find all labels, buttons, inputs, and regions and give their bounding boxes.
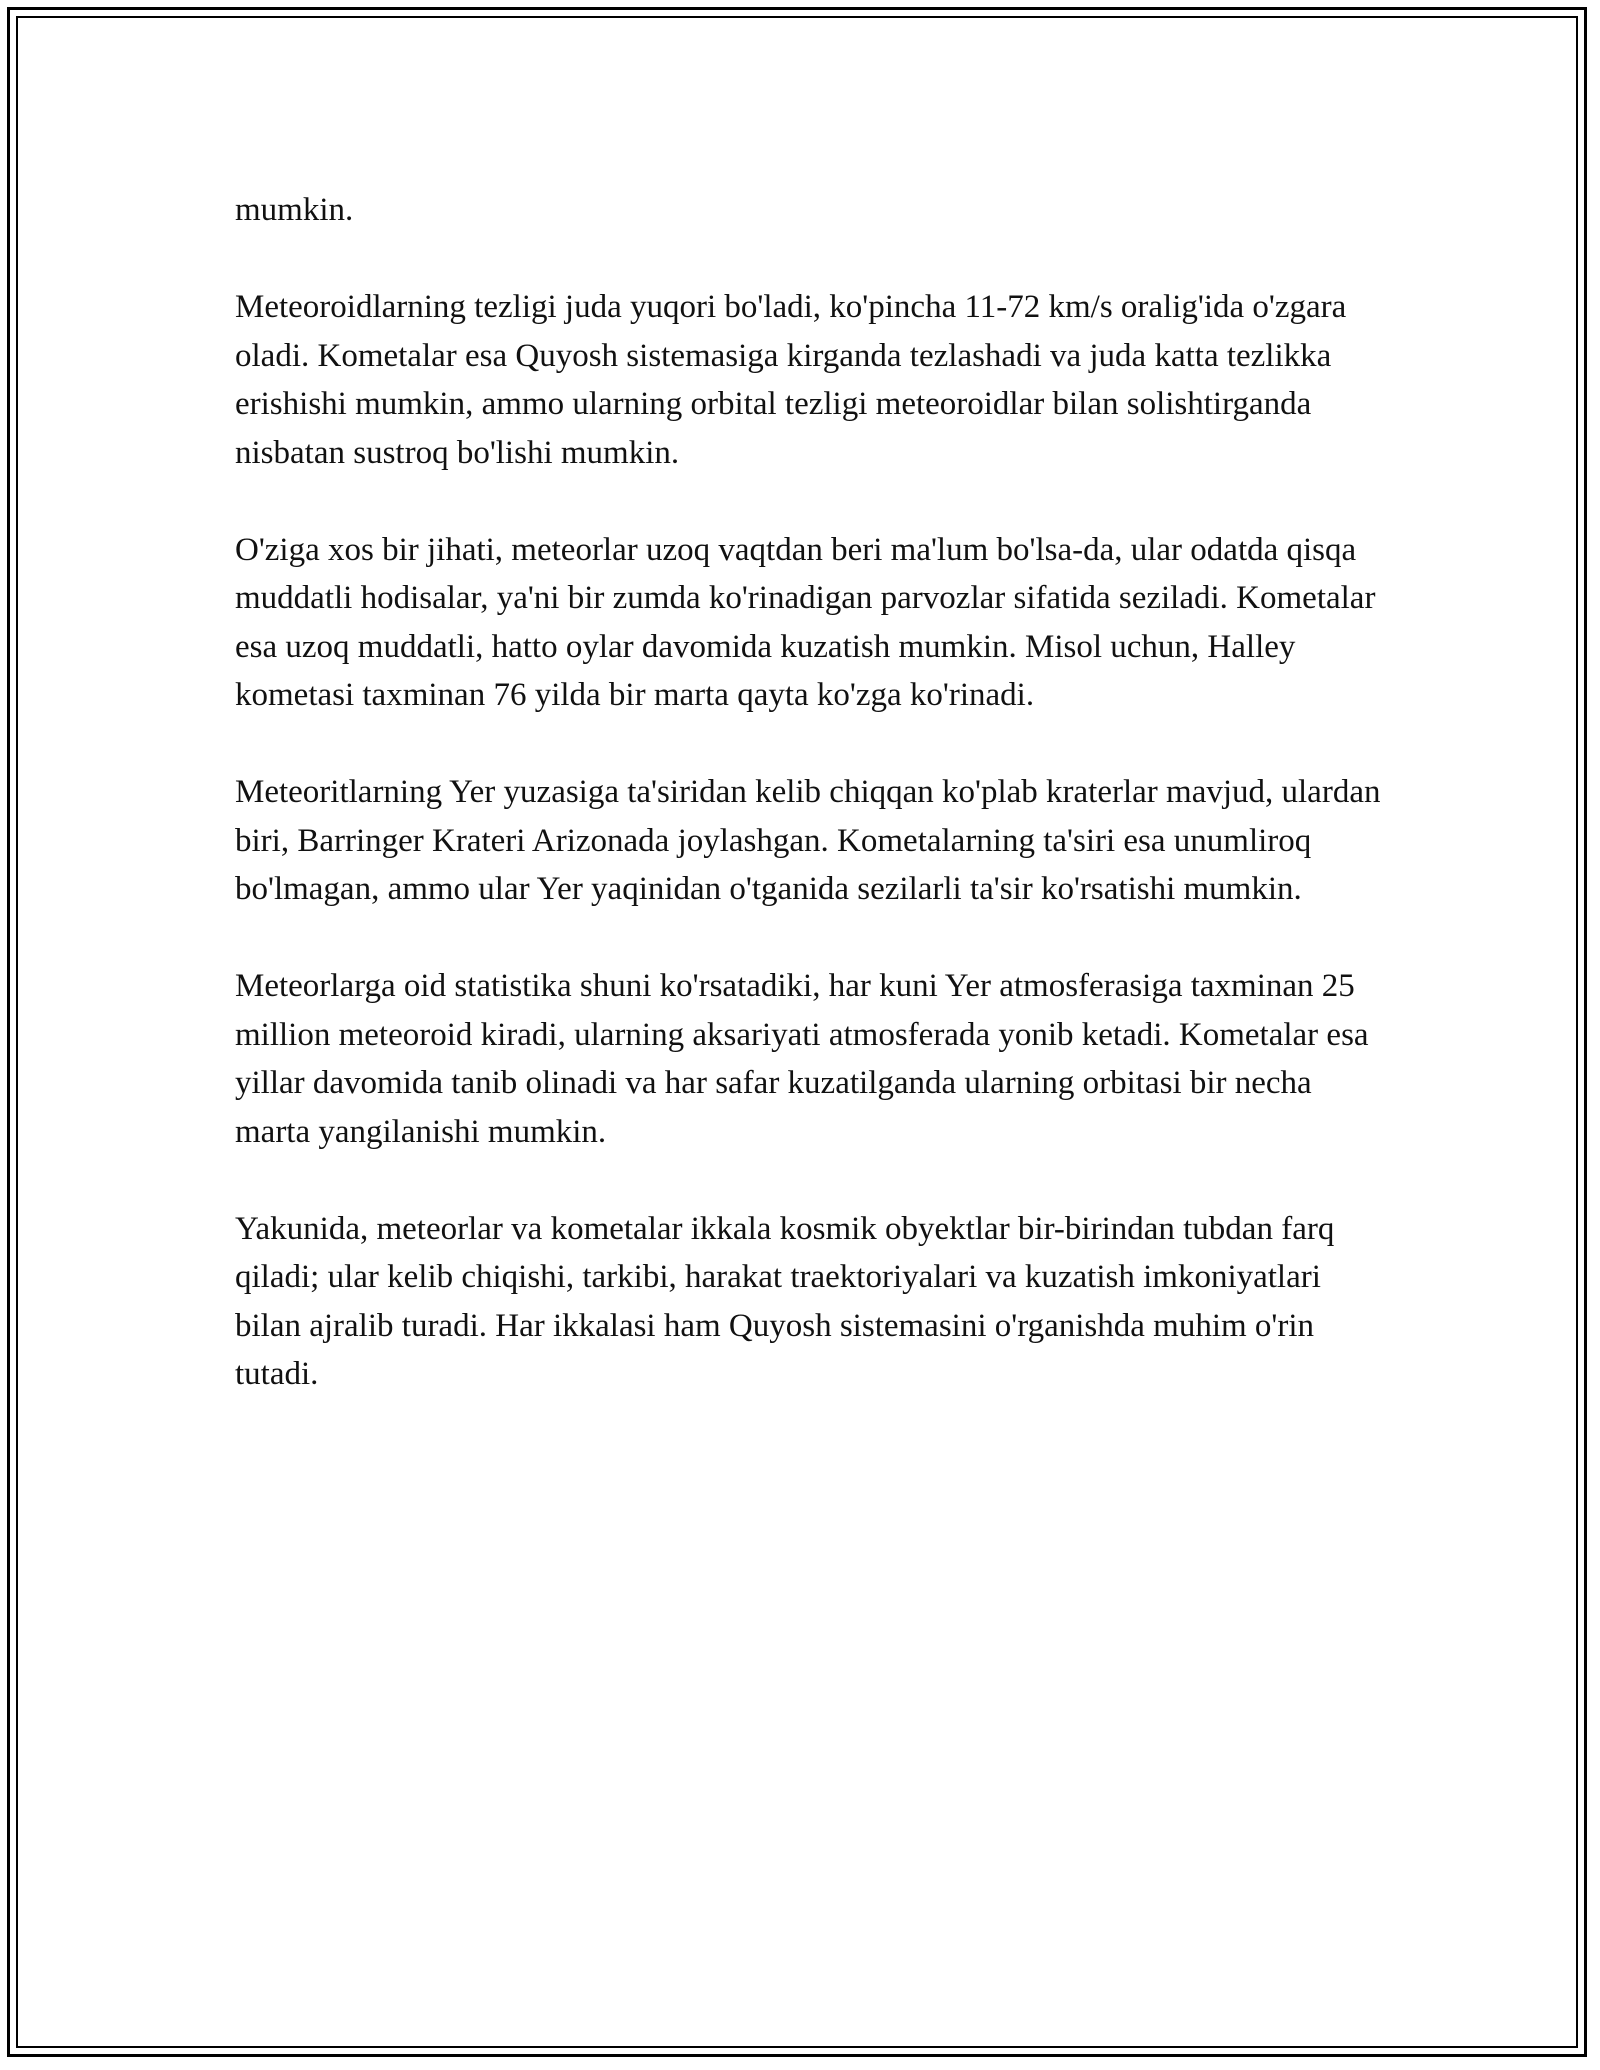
paragraph-continuation: mumkin. bbox=[235, 192, 354, 228]
paragraph-conclusion: Yakunida, meteorlar va kometalar ikkala kosmik obyektlar bir-birindan tubdan farq qiladi; ular kelib chiqishi, tarkibi, harakat traektoriyalari va kuzatish imkoniyatlari bilan ajralib turadi. Har ikkalasi ham Quyosh sistemasini o'rganishda muhim o'rin tutadi. bbox=[235, 1210, 1335, 1392]
paragraph-statistics: Meteorlarga oid statistika shuni ko'rsatadiki, har kuni Yer atmosferasiga taxminan 25 million meteoroid kiradi, ularning aksariyati atmosferada yonib ketadi. Kometalar esa yillar davomida tanib olinadi va har safar kuzatilganda ularning orbitasi bir necha marta yangilanishi mumkin. bbox=[235, 968, 1369, 1150]
paragraph-duration: O'ziga xos bir jihati, meteorlar uzoq vaqtdan beri ma'lum bo'lsa-da, ular odatda qisqa muddatli hodisalar, ya'ni bir zumda ko'rinadigan parvozlar sifatida seziladi. Kometalar esa uzoq muddatli, hatto oylar davomida kuzatish mumkin. Misol uchun, Halley kometasi taxminan 76 yilda bir marta qayta ko'zga ko'rinadi. bbox=[235, 531, 1376, 713]
document-body bbox=[235, 186, 1385, 1447]
paragraph-velocity: Meteoroidlarning tezligi juda yuqori bo'ladi, ko'pincha 11-72 km/s oralig'ida o'zgara oladi. Kometalar esa Quyosh sistemasiga kirganda tezlashadi va juda katta tezlikka erishishi mumkin, ammo ularning orbital tezligi meteoroidlar bilan solishtirganda nisbatan sustroq bo'lishi mumkin. bbox=[235, 289, 1347, 471]
paragraph-craters: Meteoritlarning Yer yuzasiga ta'siridan kelib chiqqan ko'plab kraterlar mavjud, ulardan biri, Barringer Krateri Arizonada joylashgan. Kometalarning ta'siri esa unumliroq bo'lmagan, ammo ular Yer yaqinidan o'tganida sezilarli ta'sir ko'rsatishi mumkin. bbox=[235, 774, 1381, 907]
